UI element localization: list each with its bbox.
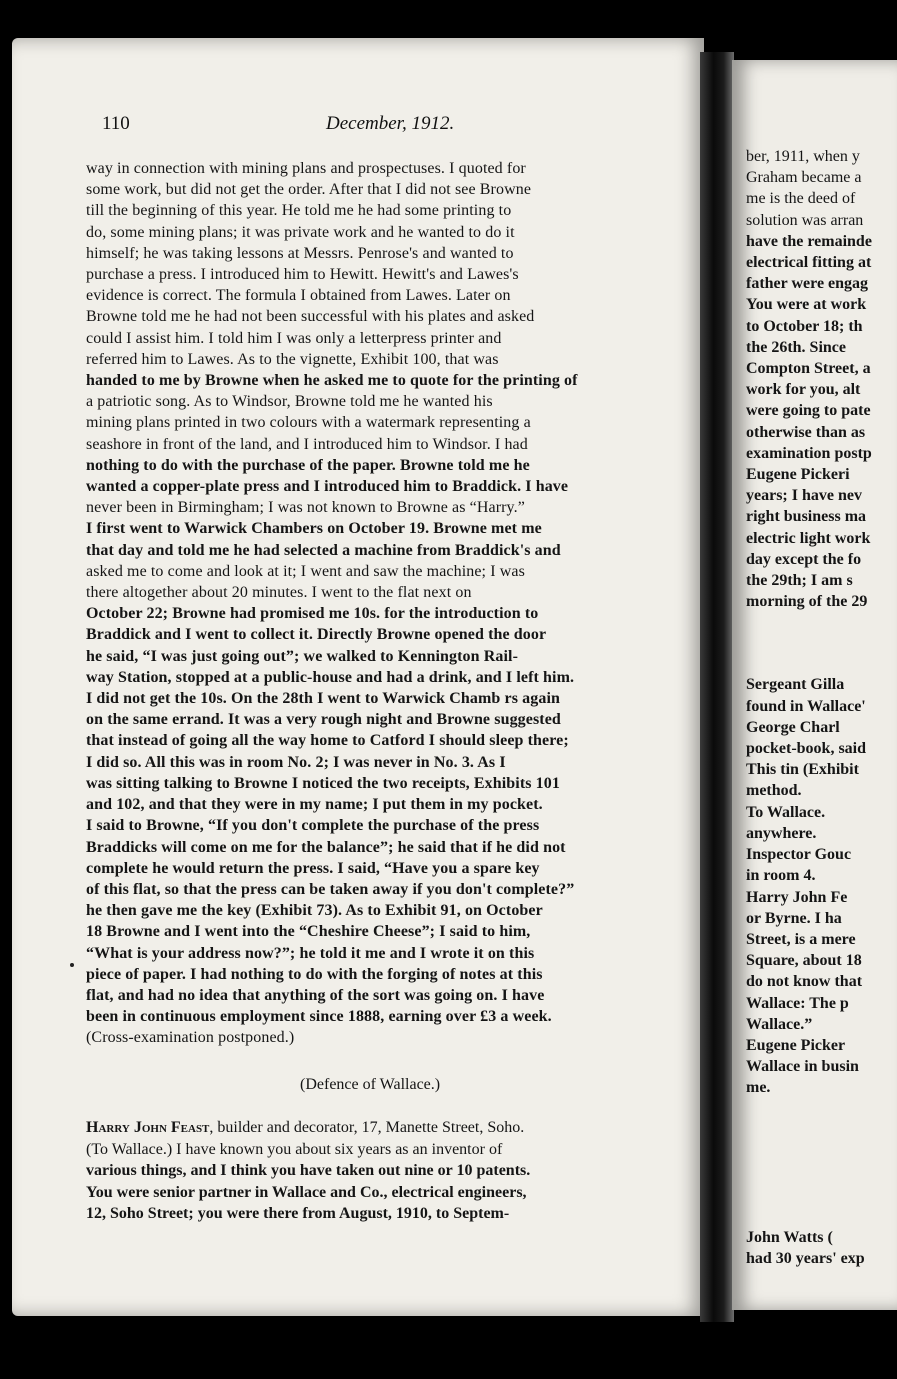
text-line: and 102, and that they were in my name; I put them in my pocket. <box>86 796 543 814</box>
witness-testimony <box>86 1117 696 1225</box>
book-gutter <box>700 52 734 1322</box>
text-line: You were senior partner in Wallace and Co., electrical engineers, <box>86 1183 527 1201</box>
text-line: I did so. All this was in room No. 2; I was never in No. 3. As I <box>86 753 506 771</box>
right-text-line: Graham became a <box>746 169 862 187</box>
text-line: various things, and I think you have taken out nine or 10 patents. <box>86 1162 531 1179</box>
text-line: handed to me by Browne when he asked me to quote for the printing of <box>86 372 578 390</box>
right-text-line: solution was arran <box>746 211 864 229</box>
right-text-line: have the remainde <box>746 232 872 250</box>
text-line: Braddicks will come on me for the balance”; he said that if he did not <box>86 838 566 856</box>
text-line: seashore in front of the land, and I introduced him to Windsor. I had <box>86 435 528 453</box>
text-line: evidence is correct. The formula I obtained from Lawes. Later on <box>86 287 511 305</box>
text-line: (To Wallace.) I have known you about six years as an inventor of <box>86 1140 503 1158</box>
text-line: piece of paper. I had nothing to do with the forging of notes at this <box>86 965 543 983</box>
right-text-line: anywhere. <box>746 824 817 842</box>
text-line: asked me to come and look at it; I went and saw the machine; I was <box>86 562 525 580</box>
right-text-line: Eugene Pickeri <box>746 466 850 484</box>
text-line: that day and told me he had selected a machine from Braddick's and <box>86 541 561 559</box>
text-line: nothing to do with the purchase of the paper. Browne told me he <box>86 456 530 474</box>
text-line: referred him to Lawes. As to the vignette, Exhibit 100, that was <box>86 350 499 368</box>
right-text-line: John Watts ( <box>746 1228 833 1246</box>
right-text-line: pocket-book, said <box>746 740 867 758</box>
right-text-line: years; I have nev <box>746 487 862 505</box>
right-text-line: were going to pate <box>746 402 871 420</box>
text-line: (Cross-examination postponed.) <box>86 1029 295 1047</box>
right-text-line: the 26th. Since <box>746 338 846 356</box>
right-text-line: You were at work <box>746 296 867 314</box>
witness-lines <box>86 1139 696 1225</box>
right-text-line: Wallace: The p <box>746 994 849 1012</box>
text-line: Braddick and I went to collect it. Directly Browne opened the door <box>86 626 547 644</box>
text-line: never been in Birmingham; I was not known to Browne as “Harry.” <box>86 499 525 517</box>
margin-mark <box>70 963 74 967</box>
right-text-line: in room 4. <box>746 867 816 885</box>
text-line: could I assist him. I told him I was only a letterpress printer and <box>86 329 502 347</box>
text-line: on the same errand. It was a very rough night and Browne suggested <box>86 711 561 729</box>
text-line: there altogether about 20 minutes. I went to the flat next on <box>86 584 472 602</box>
text-line: wanted a copper-plate press and I introduced him to Braddick. I have <box>86 478 569 496</box>
right-text-line: or Byrne. I ha <box>746 909 842 927</box>
right-text-line: Street, is a mere <box>746 930 856 948</box>
right-text-line: George Charl <box>746 718 840 736</box>
text-line: I said to Browne, “If you don't complete the purchase of the press <box>86 817 540 835</box>
witness-intro: , builder and decorator, 17, Manette Street, Soho. <box>209 1119 525 1136</box>
right-text-line: right business ma <box>746 508 867 526</box>
text-line: “What is your address now?”; he told it me and I wrote it on this <box>86 944 535 962</box>
text-line: way Station, stopped at a public-house and had a drink, and I left him. <box>86 668 575 686</box>
right-text-line: had 30 years' exp <box>746 1249 865 1267</box>
right-text-line: to October 18; th <box>746 317 863 335</box>
text-line: of this flat, so that the press can be taken away if you don't complete?” <box>86 880 575 898</box>
right-text-line: work for you, alt <box>746 381 861 399</box>
right-page <box>732 60 897 1310</box>
text-line: been in continuous employment since 1888, earning over £3 a week. <box>86 1008 552 1026</box>
right-text-line: Inspector Gouc <box>746 846 852 864</box>
page-date: December, 1912. <box>326 113 455 134</box>
right-text-line: Wallace in busin <box>746 1058 859 1076</box>
right-text-line: This tin (Exhibit <box>746 761 859 779</box>
right-text-line: day except the fo <box>746 550 862 568</box>
text-line: he then gave me the key (Exhibit 73). As to Exhibit 91, on October <box>86 902 543 920</box>
right-text-line: Eugene Picker <box>746 1036 846 1054</box>
witness-name: Harry John Feast <box>86 1119 210 1136</box>
text-line: a patriotic song. As to Windsor, Browne told me he wanted his <box>86 393 493 411</box>
text-line: 12, Soho Street; you were there from August, 1910, to Septem- <box>86 1205 510 1222</box>
testimony-text <box>86 158 696 1049</box>
text-line: purchase a press. I introduced him to Hewitt. Hewitt's and Lawes's <box>86 266 519 284</box>
right-text-line: father were engag <box>746 275 869 293</box>
witness-intro-line <box>86 1117 696 1139</box>
right-text-line: found in Wallace' <box>746 697 866 715</box>
text-line: I first went to Warwick Chambers on October 19. Browne met me <box>86 520 542 538</box>
right-text-line: morning of the 29 <box>746 593 868 611</box>
right-text-line: me is the deed of <box>746 190 856 208</box>
text-line: he said, “I was just going out”; we walked to Kennington Rail- <box>86 647 519 665</box>
text-line: 18 Browne and I went into the “Cheshire Cheese”; I said to him, <box>86 923 531 941</box>
text-line: till the beginning of this year. He told me he had some printing to <box>86 202 512 220</box>
right-text-line: electric light work <box>746 529 871 547</box>
right-text-line: Harry John Fe <box>746 888 848 906</box>
text-line: October 22; Browne had promised me 10s. for the introduction to <box>86 605 539 623</box>
section-heading: (Defence of Wallace.) <box>300 1076 441 1093</box>
right-text-line: ber, 1911, when y <box>746 148 860 165</box>
text-line: do, some mining plans; it was private work and he wanted to do it <box>86 223 515 241</box>
text-line: mining plans printed in two colours with a watermark representing a <box>86 414 531 432</box>
text-line: was sitting talking to Browne I noticed the two receipts, Exhibits 101 <box>86 774 560 792</box>
text-line: complete he would return the press. I said, “Have you a spare key <box>86 859 540 877</box>
right-text-line: method. <box>746 782 802 800</box>
text-line: I did not get the 10s. On the 28th I went to Warwick Chamb rs again <box>86 690 560 708</box>
right-text-line: Compton Street, a <box>746 360 871 378</box>
text-line: flat, and had no idea that anything of the sort was going on. I have <box>86 986 545 1004</box>
text-line: Browne told me he had not been successful with his plates and asked <box>86 308 535 326</box>
right-page-text <box>746 146 897 1269</box>
text-line: that instead of going all the way home to Catford I should sleep there; <box>86 732 569 750</box>
right-text-line: Wallace.” <box>746 1015 813 1033</box>
right-text-line: electrical fitting at <box>746 254 872 272</box>
right-text-line: do not know that <box>746 973 863 991</box>
right-text-line: otherwise than as <box>746 423 866 441</box>
text-line: some work, but did not get the order. After that I did not see Browne <box>86 181 532 199</box>
right-text-line: Square, about 18 <box>746 952 862 970</box>
right-text-line: the 29th; I am s <box>746 572 853 590</box>
right-text-line: Sergeant Gilla <box>746 676 845 694</box>
page-number: 110 <box>102 113 130 134</box>
text-line: himself; he was taking lessons at Messrs. Penrose's and wanted to <box>86 244 514 262</box>
text-line: way in connection with mining plans and prospectuses. I quoted for <box>86 160 526 177</box>
right-text-line: examination postp <box>746 444 872 462</box>
right-text-line: me. <box>746 1079 771 1097</box>
page-header <box>102 113 482 143</box>
right-text-line: To Wallace. <box>746 803 826 821</box>
